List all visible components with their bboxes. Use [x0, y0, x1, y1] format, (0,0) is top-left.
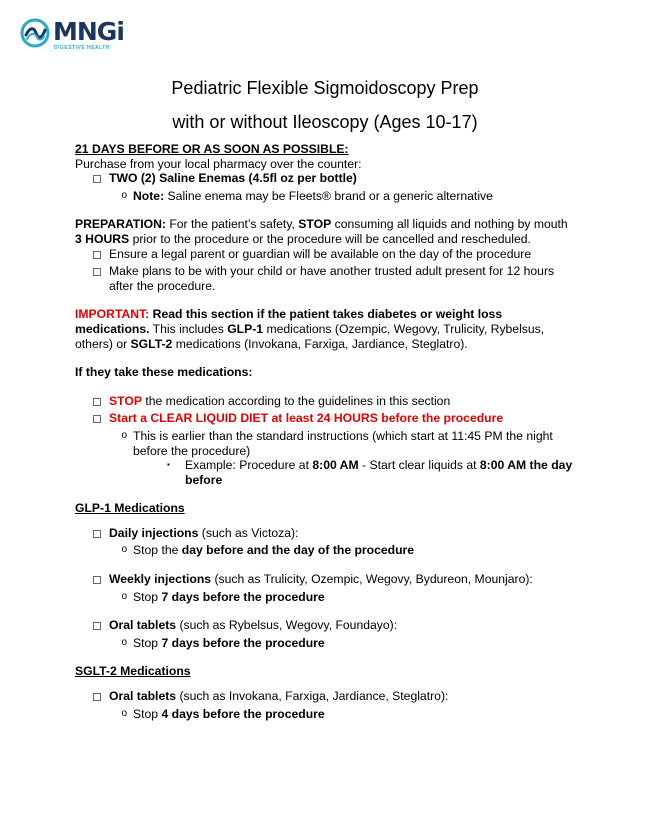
list-item: o Stop 7 days before the procedure [113, 636, 575, 651]
logo-tagline: DIGESTIVE HEALTH [54, 45, 110, 51]
circle-bullet-icon: o [121, 707, 127, 719]
checkbox-icon [75, 411, 109, 429]
checkbox-icon [75, 247, 109, 265]
checkbox-icon [75, 689, 109, 707]
list-item: Oral tablets (such as Invokana, Farxiga, Jardiance, Steglatro): [75, 689, 575, 707]
note-text: Saline enema may be Fleets® brand or a generic alternative [164, 188, 493, 203]
list-item [75, 247, 575, 265]
clear-liquid-item: Start a CLEAR LIQUID DIET at least 24 HOURS before the procedure [109, 411, 504, 426]
list-item [75, 264, 575, 293]
list-item: o Stop 4 days before the procedure [113, 707, 575, 722]
earlier-note: This is earlier than the standard instructions (which start at 11:45 PM the night before the procedure) [133, 428, 553, 458]
square-bullet-icon: ▪ [167, 460, 170, 470]
if-they-take-heading: If they take these medications: [75, 365, 253, 380]
logo-wordmark: MNGi [53, 17, 124, 46]
document-body [75, 142, 575, 721]
note-label: Note: [133, 188, 165, 203]
list-item [75, 411, 575, 429]
checkbox-icon [75, 572, 109, 590]
mngi-logo [20, 18, 124, 51]
preparation-paragraph: PREPARATION: For the patient’s safety, STOP consuming all liquids and nothing by mouth 3 HOURS prior to the procedure or the procedure will be cancelled and rescheduled. [75, 217, 568, 246]
mngi-logo-icon [20, 18, 50, 48]
list-item: Weekly injections (such as Trulicity, Ozempic, Wegovy, Bydureon, Mounjaro): [75, 572, 575, 590]
guardian-item: Ensure a legal parent or guardian will be available on the day of the procedure [109, 246, 532, 261]
circle-bullet-icon: o [121, 189, 127, 201]
page-title-line-1: Pediatric Flexible Sigmoidoscopy Prep [171, 78, 479, 98]
enema-item: TWO (2) Saline Enemas (4.5fl oz per bottle) [109, 171, 357, 186]
checkbox-icon [75, 618, 109, 636]
list-item [113, 189, 575, 204]
list-item: ▪ Example: Procedure at 8:00 AM - Start clear liquids at 8:00 AM the day before [167, 458, 573, 487]
checkbox-icon [75, 526, 109, 544]
circle-bullet-icon: o [121, 636, 127, 648]
checkbox-icon [75, 171, 109, 189]
purchase-intro: Purchase from your local pharmacy over the counter: [75, 156, 362, 171]
page-title-line-2: with or without Ileoscopy (Ages 10-17) [172, 112, 478, 132]
list-item [75, 171, 575, 189]
checkbox-icon [75, 264, 109, 282]
sglt2-heading: SGLT-2 Medications [75, 664, 191, 679]
section-21-days-heading: 21 DAYS BEFORE OR AS SOON AS POSSIBLE: [75, 142, 349, 156]
list-item: Daily injections (such as Victoza): [75, 526, 575, 544]
important-paragraph: IMPORTANT: Read this section if the patient takes diabetes or weight loss medications. This includes GLP-1 medications (Ozempic, Wegovy, Trulicity, Rybelsus, others) or SGLT-2 medications (Invokana, Farxiga, Jardiance, Steglatro). [75, 307, 545, 351]
list-item [113, 429, 575, 458]
list-item: o Stop the day before and the day of the procedure [113, 543, 575, 558]
glp1-heading: GLP-1 Medications [75, 501, 185, 516]
list-item: o Stop 7 days before the procedure [113, 590, 575, 605]
list-item: STOP the medication according to the guidelines in this section [75, 394, 575, 412]
list-item: Oral tablets (such as Rybelsus, Wegovy, Foundayo): [75, 618, 575, 636]
checkbox-icon [75, 394, 109, 412]
circle-bullet-icon: o [121, 590, 127, 602]
adult-present-item: Make plans to be with your child or have another trusted adult present for 12 hours after the procedure. [109, 264, 555, 293]
circle-bullet-icon: o [121, 429, 127, 441]
circle-bullet-icon: o [121, 544, 127, 556]
